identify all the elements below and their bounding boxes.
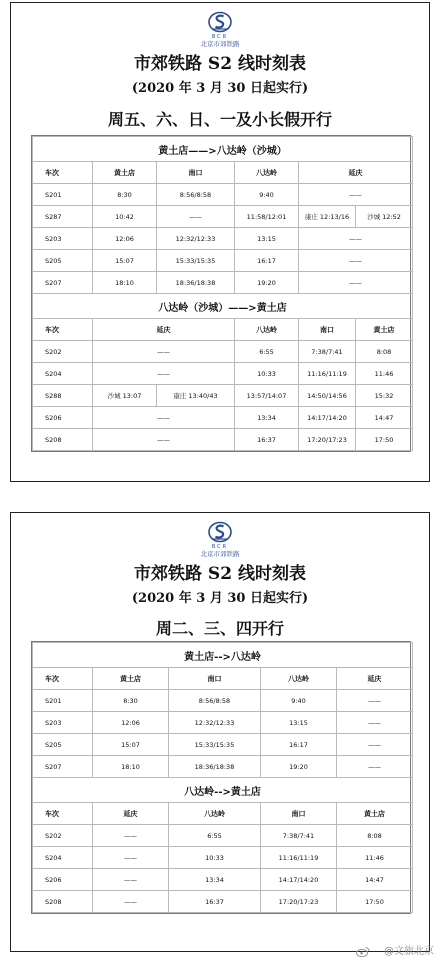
column-header: 车次 xyxy=(33,668,93,690)
schedule-heading: 周五、六、日、一及小长假开行 xyxy=(107,110,332,129)
page-title: 市郊铁路 S2 线时刻表 xyxy=(134,564,306,584)
column-header: 南口 xyxy=(261,803,337,825)
time-cell: 16:37 xyxy=(169,891,261,913)
time-cell: 6:55 xyxy=(169,825,261,847)
time-cell: 15:32 xyxy=(356,385,413,407)
column-header: 南口 xyxy=(157,162,235,184)
schedule-table-box xyxy=(31,135,411,452)
section-title: 黄土店-->八达岭 xyxy=(33,643,413,668)
time-cell: 8:08 xyxy=(337,825,413,847)
time-cell: —— xyxy=(337,756,413,778)
table-row xyxy=(33,825,413,847)
time-cell: 18:10 xyxy=(93,272,157,294)
time-cell: 康庄 13:40/43 xyxy=(157,385,235,407)
time-cell: —— xyxy=(337,690,413,712)
table-header-row xyxy=(33,319,413,341)
table-row xyxy=(33,712,413,734)
section-title: 八达岭-->黄土店 xyxy=(33,778,413,803)
time-cell: 10:42 xyxy=(93,206,157,228)
time-cell: 康庄 12:13/16 xyxy=(299,206,356,228)
time-cell: —— xyxy=(157,206,235,228)
table-row xyxy=(33,228,413,250)
page-title: 市郊铁路 S2 线时刻表 xyxy=(134,54,306,74)
column-header: 延庆 xyxy=(93,319,235,341)
time-cell: 14:47 xyxy=(337,869,413,891)
table-row xyxy=(33,250,413,272)
time-cell: 18:36/18:38 xyxy=(169,756,261,778)
column-header: 车次 xyxy=(33,319,93,341)
column-header: 八达岭 xyxy=(169,803,261,825)
time-cell: 18:10 xyxy=(93,756,169,778)
time-cell: —— xyxy=(93,847,169,869)
train-number: S203 xyxy=(33,712,93,734)
train-number: S205 xyxy=(33,734,93,756)
page-subtitle: (2020 年 3 月 30 日起实行) xyxy=(131,591,309,606)
table-row xyxy=(33,206,413,228)
time-cell: 13:34 xyxy=(169,869,261,891)
table-row xyxy=(33,847,413,869)
table-row xyxy=(33,690,413,712)
column-header: 南口 xyxy=(169,668,261,690)
time-cell: 16:17 xyxy=(261,734,337,756)
time-cell: 19:20 xyxy=(261,756,337,778)
train-number: S205 xyxy=(33,250,93,272)
time-cell: —— xyxy=(93,407,235,429)
page-subtitle: (2020 年 3 月 30 日起实行) xyxy=(131,81,309,96)
time-cell: 9:40 xyxy=(235,184,299,206)
time-cell: 12:06 xyxy=(93,228,157,250)
time-cell: 17:20/17:23 xyxy=(299,429,356,451)
time-cell: 15:07 xyxy=(93,250,157,272)
table-row xyxy=(33,407,413,429)
time-cell: 14:17/14:20 xyxy=(299,407,356,429)
logo-name: 北京市郊铁路 xyxy=(200,550,240,558)
time-cell: 13:15 xyxy=(235,228,299,250)
table-row xyxy=(33,272,413,294)
time-cell: 15:33/15:35 xyxy=(169,734,261,756)
time-cell: —— xyxy=(337,734,413,756)
time-cell: 11:58/12:01 xyxy=(235,206,299,228)
time-cell: —— xyxy=(93,341,235,363)
section-title: 黄土店——>八达岭（沙城） xyxy=(33,137,413,162)
time-cell: 11:46 xyxy=(356,363,413,385)
time-cell: 17:20/17:23 xyxy=(261,891,337,913)
time-cell: 17:50 xyxy=(356,429,413,451)
time-cell: —— xyxy=(93,869,169,891)
time-cell: 14:47 xyxy=(356,407,413,429)
time-cell: 16:17 xyxy=(235,250,299,272)
train-number: S207 xyxy=(33,272,93,294)
time-cell: 10:33 xyxy=(169,847,261,869)
table-header-row xyxy=(33,803,413,825)
time-cell: 14:50/14:56 xyxy=(299,385,356,407)
train-number: S288 xyxy=(33,385,93,407)
schedule-table xyxy=(32,136,413,451)
column-header: 黄土店 xyxy=(356,319,413,341)
timetable-panel-fri-mon xyxy=(10,2,430,482)
time-cell: —— xyxy=(93,891,169,913)
time-cell: 12:06 xyxy=(93,712,169,734)
weibo-icon xyxy=(356,946,370,957)
bcr-logo xyxy=(190,521,250,558)
table-row xyxy=(33,734,413,756)
schedule-table xyxy=(32,642,413,913)
table-row xyxy=(33,385,413,407)
table-row xyxy=(33,891,413,913)
time-cell: —— xyxy=(299,184,413,206)
time-cell: 11:16/11:19 xyxy=(299,363,356,385)
column-header: 延庆 xyxy=(337,668,413,690)
time-cell: 16:37 xyxy=(235,429,299,451)
train-number: S206 xyxy=(33,407,93,429)
table-row xyxy=(33,363,413,385)
time-cell: 18:36/18:38 xyxy=(157,272,235,294)
bcr-logo-icon xyxy=(208,521,232,543)
watermark: @文旅北京 xyxy=(384,946,434,957)
time-cell: —— xyxy=(299,250,413,272)
table-row xyxy=(33,341,413,363)
time-cell: —— xyxy=(337,712,413,734)
bcr-logo xyxy=(190,11,250,48)
train-number: S207 xyxy=(33,756,93,778)
column-header: 延庆 xyxy=(93,803,169,825)
schedule-table-box xyxy=(31,641,411,914)
column-header: 黄土店 xyxy=(93,162,157,184)
train-number: S202 xyxy=(33,825,93,847)
time-cell: —— xyxy=(93,825,169,847)
time-cell: 7:38/7:41 xyxy=(261,825,337,847)
train-number: S208 xyxy=(33,429,93,451)
time-cell: —— xyxy=(299,228,413,250)
train-number: S203 xyxy=(33,228,93,250)
section-title: 八达岭（沙城）——>黄土店 xyxy=(33,294,413,319)
logo-name: 北京市郊铁路 xyxy=(200,40,240,48)
logo-abbr: BCR xyxy=(211,544,229,550)
schedule-heading: 周二、三、四开行 xyxy=(155,619,284,638)
time-cell: 8:56/8:58 xyxy=(157,184,235,206)
column-header: 黄土店 xyxy=(93,668,169,690)
time-cell: 11:46 xyxy=(337,847,413,869)
train-number: S201 xyxy=(33,184,93,206)
column-header: 八达岭 xyxy=(235,319,299,341)
train-number: S204 xyxy=(33,847,93,869)
column-header: 黄土店 xyxy=(337,803,413,825)
time-cell: 7:38/7:41 xyxy=(299,341,356,363)
time-cell: 8:30 xyxy=(93,690,169,712)
time-cell: 14:17/14:20 xyxy=(261,869,337,891)
time-cell: 12:32/12:33 xyxy=(169,712,261,734)
table-header-row xyxy=(33,162,413,184)
bcr-logo-icon xyxy=(208,11,232,33)
table-row xyxy=(33,429,413,451)
time-cell: —— xyxy=(93,429,235,451)
train-number: S201 xyxy=(33,690,93,712)
time-cell: 12:32/12:33 xyxy=(157,228,235,250)
column-header: 延庆 xyxy=(299,162,413,184)
train-number: S287 xyxy=(33,206,93,228)
train-number: S206 xyxy=(33,869,93,891)
column-header: 车次 xyxy=(33,162,93,184)
time-cell: 8:08 xyxy=(356,341,413,363)
table-header-row xyxy=(33,668,413,690)
time-cell: 沙城 12:52 xyxy=(356,206,413,228)
time-cell: 13:34 xyxy=(235,407,299,429)
time-cell: 13:57/14:07 xyxy=(235,385,299,407)
time-cell: 15:07 xyxy=(93,734,169,756)
time-cell: 沙城 13:07 xyxy=(93,385,157,407)
train-number: S204 xyxy=(33,363,93,385)
time-cell: 8:56/8:58 xyxy=(169,690,261,712)
time-cell: 19:20 xyxy=(235,272,299,294)
table-row xyxy=(33,756,413,778)
time-cell: 8:30 xyxy=(93,184,157,206)
column-header: 八达岭 xyxy=(261,668,337,690)
train-number: S208 xyxy=(33,891,93,913)
time-cell: 17:50 xyxy=(337,891,413,913)
column-header: 八达岭 xyxy=(235,162,299,184)
time-cell: 6:55 xyxy=(235,341,299,363)
time-cell: —— xyxy=(93,363,235,385)
logo-abbr: BCR xyxy=(211,34,229,40)
table-row xyxy=(33,184,413,206)
time-cell: 10:33 xyxy=(235,363,299,385)
time-cell: 11:16/11:19 xyxy=(261,847,337,869)
column-header: 南口 xyxy=(299,319,356,341)
column-header: 车次 xyxy=(33,803,93,825)
time-cell: 13:15 xyxy=(261,712,337,734)
time-cell: —— xyxy=(299,272,413,294)
time-cell: 15:33/15:35 xyxy=(157,250,235,272)
timetable-panel-tue-thu xyxy=(10,512,430,952)
train-number: S202 xyxy=(33,341,93,363)
table-row xyxy=(33,869,413,891)
time-cell: 9:40 xyxy=(261,690,337,712)
